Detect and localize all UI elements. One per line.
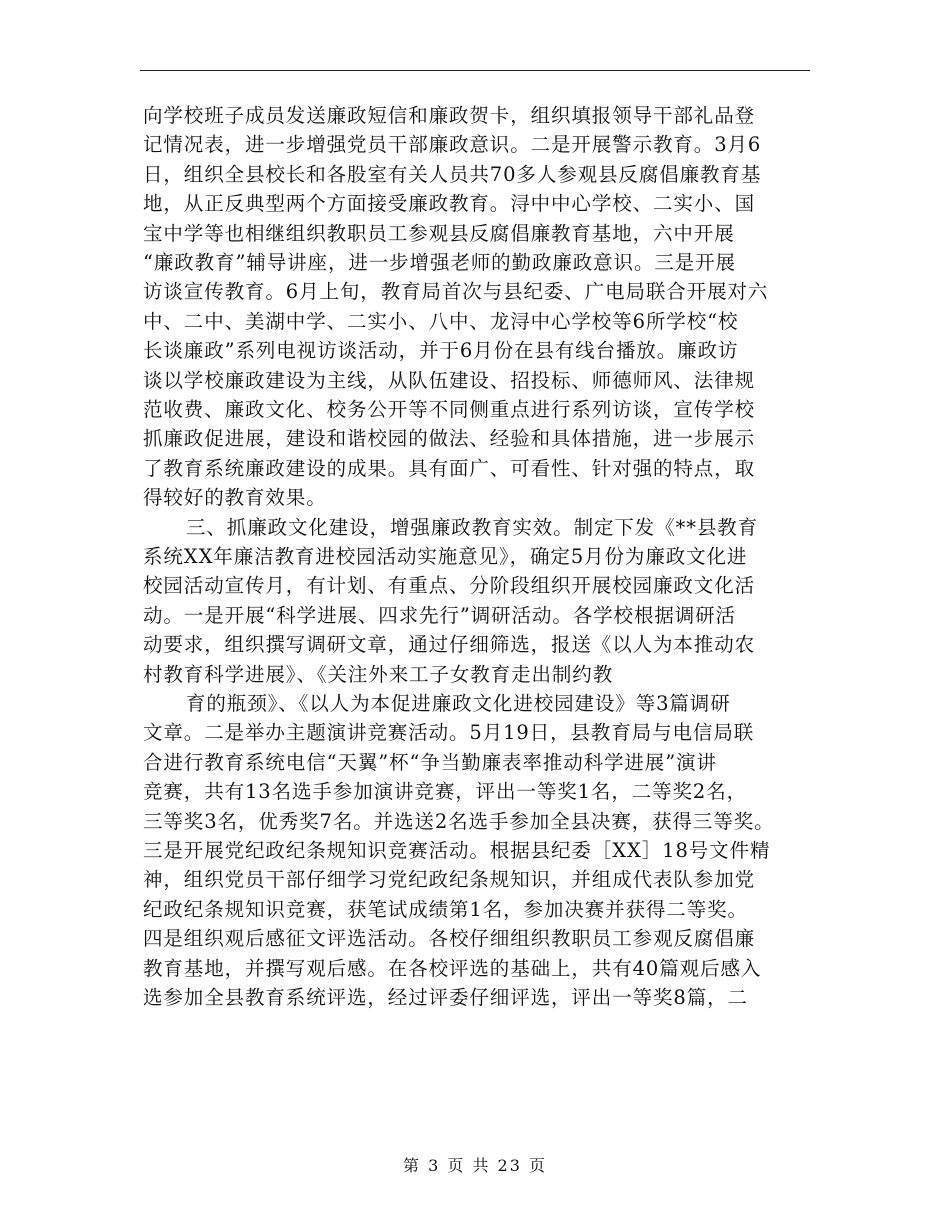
text-line: 长谈廉政”系列电视访谈活动，并于6月份在县有线台播放。廉政访 <box>143 339 739 363</box>
text-line: 教育基地，并撰写观后感。在各校评选的基础上，共有40篇观后感入 <box>143 956 762 980</box>
text-line: 三是开展党纪政纪条规知识竞赛活动。根据县纪委［XX］18号文件精 <box>143 839 771 862</box>
page-number-footer: 第 3 页 共 23 页 <box>403 1156 547 1175</box>
text-line: 动要求，组织撰写调研文章，通过仔细筛选，报送《以人为本推动农 <box>143 633 756 657</box>
text-line: 三等奖3名，优秀奖7名。并选送2名选手参加全县决赛，获得三等奖。 <box>143 809 775 833</box>
text-line: 范收费、廉政文化、校务公开等不同侧重点进行系列访谈，宣传学校 <box>143 398 756 421</box>
text-line: 记情况表，进一步增强党员干部廉政意识。二是开展警示教育。3月6 <box>143 133 762 157</box>
text-line: 地，从正反典型两个方面接受廉政教育。浔中中心学校、二实小、国 <box>143 192 756 216</box>
text-line: 日，组织全县校长和各股室有关人员共70多人参观县反腐倡廉教育基 <box>143 162 762 186</box>
text-line: 选参加全县教育系统评选，经过评委仔细评选，评出一等奖8篇，二 <box>143 986 748 1009</box>
text-line: 谈以学校廉政建设为主线，从队伍建设、招投标、师德师风、法律规 <box>143 368 756 392</box>
text-line: 三、抓廉政文化建设，增强廉政教育实效。制定下发《**县教育 <box>186 515 759 539</box>
text-line: 村教育科学进展》、《关注外来工子女教育走出制约教 <box>143 662 614 686</box>
text-line: 合进行教育系统电信“天翼”杯“争当勤廉表率推动科学进展”演讲 <box>143 750 717 774</box>
text-line: 访谈宣传教育。6月上旬，教育局首次与县纪委、广电局联合开展对六 <box>143 280 769 304</box>
text-line: 抓廉政促进展，建设和谐校园的做法、经验和具体措施，进一步展示 <box>143 427 756 451</box>
text-line: 中、二中、美湖中学、二实小、八中、龙浔中心学校等6所学校“校 <box>143 309 739 333</box>
text-line: 育的瓶颈》、《以人为本促进廉政文化进校园建设》等3篇调研 <box>186 692 731 715</box>
text-line: 系统XX年廉洁教育进校园活动实施意见》，确定5月份为廉政文化进 <box>143 545 748 568</box>
text-line: 校园活动宣传月，有计划、有重点、分阶段组织开展校园廉政文化活 <box>143 574 756 598</box>
text-line: 竞赛，共有13名选手参加演讲竞赛，评出一等奖1名，二等奖2名， <box>143 780 748 804</box>
text-line: 向学校班子成员发送廉政短信和廉政贺卡，组织填报领导干部礼品登 <box>143 104 756 127</box>
text-line: 四是组织观后感征文评选活动。各校仔细组织教职员工参观反腐倡廉 <box>143 927 756 951</box>
header-rule <box>140 70 810 71</box>
text-line: 动。一是开展“科学进展、四求先行”调研活动。各学校根据调研活 <box>143 603 736 627</box>
text-line: 宝中学等也相继组织教职员工参观县反腐倡廉教育基地，六中开展 <box>143 221 735 245</box>
text-line: 神，组织党员干部仔细学习党纪政纪条规知识，并组成代表队参加党 <box>143 868 756 892</box>
text-line: 得较好的教育效果。 <box>143 486 327 510</box>
text-line: 纪政纪条规知识竞赛，获笔试成绩第1名，参加决赛并获得二等奖。 <box>143 897 748 921</box>
text-line: “廉政教育”辅导讲座，进一步增强老师的勤政廉政意识。三是开展 <box>143 251 736 274</box>
text-line: 了教育系统廉政建设的成果。具有面广、可看性、针对强的特点，取 <box>143 456 756 480</box>
text-line: 文章。二是举办主题演讲竞赛活动。5月19日，县教育局与电信局联 <box>143 721 755 745</box>
